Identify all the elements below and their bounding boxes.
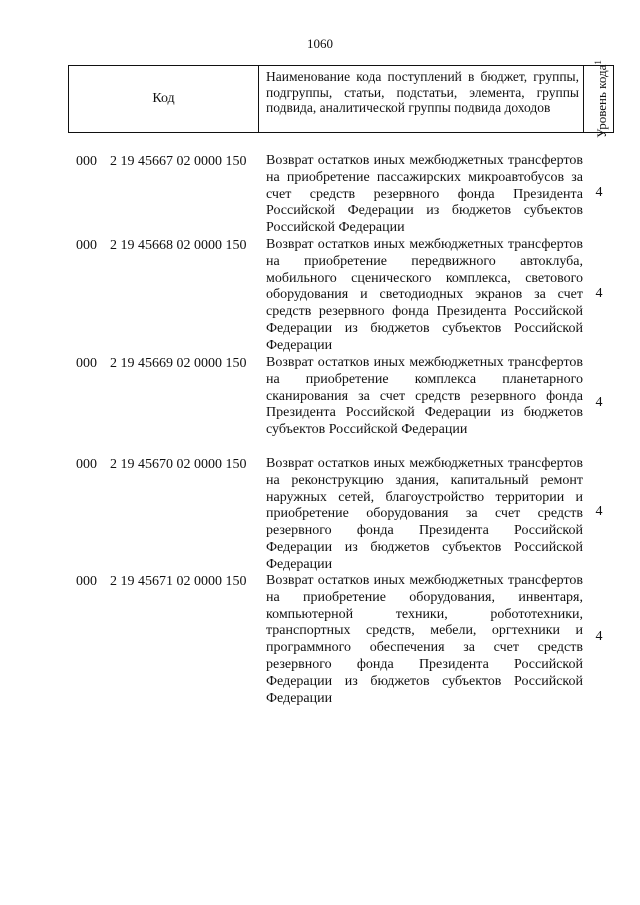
- row-prefix: 000: [76, 154, 97, 169]
- row-code: 2 19 45668 02 0000 150: [110, 238, 247, 253]
- header-level-label: [590, 60, 608, 138]
- header-code-cell: Код: [69, 66, 259, 132]
- table-header: [68, 60, 614, 138]
- page-number: 1060: [307, 36, 333, 51]
- row-level: 4: [595, 395, 603, 410]
- row-level: 4: [595, 286, 603, 301]
- row-description: Возврат остатков иных межбюджетных трансфертов на реконструкцию здания, капитальный ремонт наружных сетей, благоустройство территории и приобретение оборудования за счет средств резервного фонда Президента Российской Федерации из бюджетов субъектов Российской Федерации: [266, 456, 583, 572]
- header-level-text: Уровень кода: [593, 64, 609, 138]
- row-level: 4: [595, 629, 603, 644]
- row-prefix: 000: [76, 356, 97, 371]
- row-prefix: 000: [76, 457, 97, 472]
- row-description: Возврат остатков иных межбюджетных трансфертов на приобретение оборудования, инвентаря, компьютерной техники, робототехники, транспортных средств, мебели, оргтехники и программного обеспечения за счет средств резервного фонда Президента Российской Федерации из бюджетов субъектов Российской Федерации: [266, 573, 583, 706]
- row-description: Возврат остатков иных межбюджетных трансфертов на приобретение комплекса планетарного сканирования за счет средств резервного фонда Президента Российской Федерации из бюджетов субъектов Российской Федерации: [266, 355, 583, 438]
- header-name-cell: Наименование кода поступлений в бюджет, группы, подгруппы, статьи, подстатьи, элемента, группы подвида, аналитической группы подвида доходов: [259, 66, 584, 132]
- row-code: 2 19 45669 02 0000 150: [110, 356, 247, 371]
- row-level: 4: [595, 504, 603, 519]
- row-level: 4: [595, 185, 603, 200]
- row-description: Возврат остатков иных межбюджетных трансфертов на приобретение пассажирских микроавтобусов за счет средств резервного фонда Президента Российской Федерации из бюджетов субъектов Российской Федерации: [266, 153, 583, 236]
- row-prefix: 000: [76, 238, 97, 253]
- row-code: 2 19 45670 02 0000 150: [110, 457, 247, 472]
- header-level-cell: [584, 60, 615, 138]
- row-prefix: 000: [76, 574, 97, 589]
- row-code: 2 19 45671 02 0000 150: [110, 574, 247, 589]
- header-level-footnote: 1: [592, 60, 603, 65]
- row-code: 2 19 45667 02 0000 150: [110, 154, 247, 169]
- row-description: Возврат остатков иных межбюджетных трансфертов на приобретение передвижного автоклуба, мобильного сценического комплекса, светового оборудования и светодиодных экранов за счет средств резервного фонда Президента Российской Федерации из бюджетов субъектов Российской Федерации: [266, 237, 583, 353]
